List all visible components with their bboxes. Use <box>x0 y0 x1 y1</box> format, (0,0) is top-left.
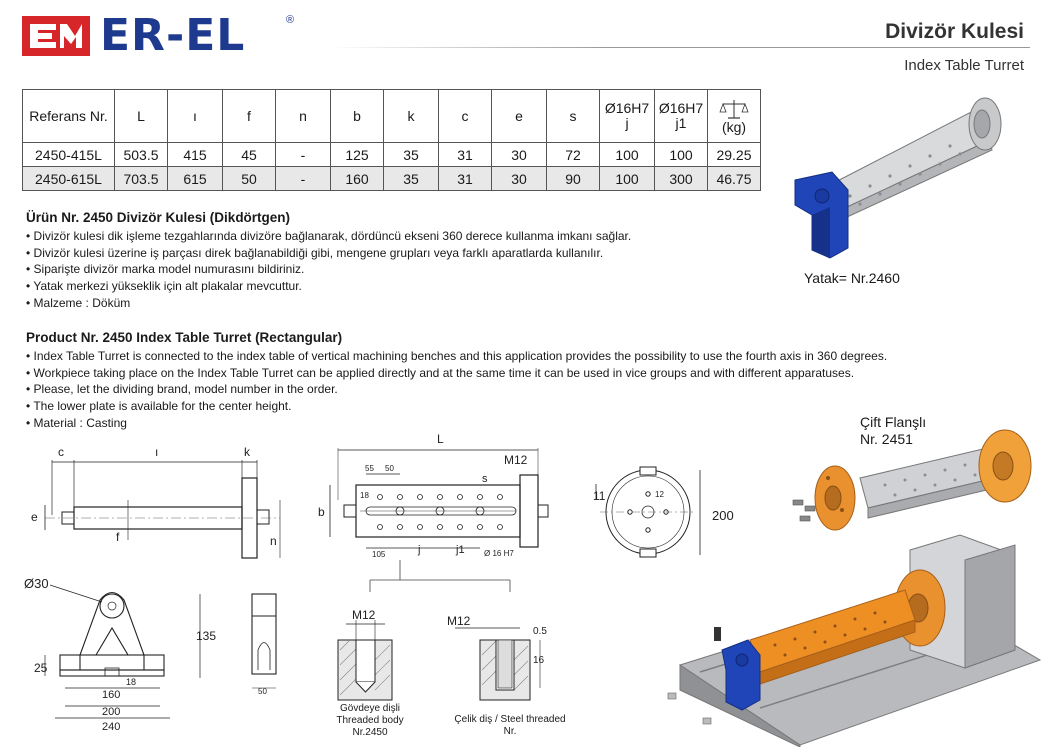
page-subtitle: Index Table Turret <box>904 57 1024 74</box>
flange-circle-drawing <box>596 467 700 557</box>
steel-caption-1: Çelik diş / Steel threaded <box>454 714 566 725</box>
col-e: e <box>492 90 547 143</box>
dim-18b: 18 <box>126 677 137 687</box>
list-item: • Index Table Turret is connected to the index table of vertical machining benches and this application provides the possibility to use the fourth axis in 360 degrees. <box>26 348 887 365</box>
cell: 2450-415L <box>23 143 115 167</box>
dim-m12-b: M12 <box>447 614 471 628</box>
list-item: • Malzeme : Döküm <box>26 295 631 312</box>
cell: 100 <box>655 143 708 167</box>
cell: 503.5 <box>115 143 168 167</box>
col-c: c <box>439 90 492 143</box>
threaded-caption-3: Nr.2450 <box>352 727 388 738</box>
dim-18: 18 <box>360 491 369 500</box>
cell: 415 <box>168 143 223 167</box>
list-item: • The lower plate is available for the center height. <box>26 398 887 415</box>
col-f: f <box>223 90 276 143</box>
list-item: • Yatak merkezi yükseklik için alt plakalar mevcuttur. <box>26 278 631 295</box>
dim-b: b <box>318 505 325 519</box>
dim-200b: 200 <box>102 706 121 718</box>
list-item: • Workpiece taking place on the Index Table Turret can be applied directly and at the same time it can be used in vice groups and with different apparatuses. <box>26 365 887 382</box>
dim-j1: j1 <box>456 544 465 556</box>
section-tr-heading: Ürün Nr. 2450 Divizör Kulesi (Dikdörtgen) <box>26 210 291 225</box>
registered-mark: ® <box>286 14 295 26</box>
cell: 703.5 <box>115 167 168 191</box>
cell: 31 <box>439 143 492 167</box>
col-n: n <box>276 90 331 143</box>
list-item: • Divizör kulesi dik işleme tezgahlarında divizöre bağlanarak, dördüncü ekseni 360 derece kullanma imkanı sağlar. <box>26 228 631 245</box>
cell: 29.25 <box>708 143 761 167</box>
dim-l: ı <box>155 445 159 459</box>
dim-n: n <box>270 534 277 548</box>
threaded-caption-1: Gövdeye dişli <box>339 703 401 714</box>
dim-16: 16 <box>533 655 545 666</box>
dim-d30: Ø30 <box>24 576 49 591</box>
dim-m12-a: M12 <box>352 608 376 622</box>
bearing-front-drawing <box>45 585 200 718</box>
threaded-caption-2: Threaded body <box>336 715 404 726</box>
col-L: L <box>115 90 168 143</box>
cift-caption-1: Çift Flanşlı <box>860 414 927 430</box>
col-j: Ø16H7 j <box>600 90 655 143</box>
threaded-body-section <box>338 620 392 700</box>
dim-12: 12 <box>655 490 664 499</box>
dim-M12-top: M12 <box>504 453 528 467</box>
dim-e: e <box>31 510 38 524</box>
cell: 45 <box>223 143 276 167</box>
dim-240: 240 <box>102 721 121 733</box>
cell: 31 <box>439 167 492 191</box>
cell: 50 <box>223 167 276 191</box>
dim-16h7: Ø 16 H7 <box>484 549 514 558</box>
list-item: • Please, let the dividing brand, model number in the order. <box>26 381 887 398</box>
brand-name: ER-EL <box>100 10 246 61</box>
weight-unit: (kg) <box>721 118 747 135</box>
double-flange-render <box>793 430 1031 530</box>
top-view-drawing <box>330 448 548 592</box>
dim-160: 160 <box>102 689 121 701</box>
cell: 300 <box>655 167 708 191</box>
yatak-caption: Yatak= Nr.2460 <box>804 270 900 286</box>
list-item: • Material : Casting <box>26 415 887 432</box>
dim-50: 50 <box>385 464 394 473</box>
dim-f: f <box>116 530 120 544</box>
cell: 46.75 <box>708 167 761 191</box>
steel-threaded-section <box>455 628 540 700</box>
list-item: • Siparişte divizör marka model numurasını bildiriniz. <box>26 261 631 278</box>
cell: 100 <box>600 167 655 191</box>
cift-caption-2: Nr. 2451 <box>860 431 913 447</box>
col-j1: Ø16H7 j1 <box>655 90 708 143</box>
cell: 615 <box>168 167 223 191</box>
cell: 72 <box>547 143 600 167</box>
cell: - <box>276 143 331 167</box>
dim-j: j <box>418 544 421 556</box>
dim-105: 105 <box>372 550 386 559</box>
cell: 2450-615L <box>23 167 115 191</box>
list-item: • Divizör kulesi üzerine iş parçası direk bağlanabildiği gibi, mengene grupları veya farklı aparatlarda kullanılır. <box>26 245 631 262</box>
cell: 35 <box>384 143 439 167</box>
cell: 90 <box>547 167 600 191</box>
dim-50b: 50 <box>258 687 267 696</box>
dim-05: 0.5 <box>533 626 547 637</box>
cell: 100 <box>600 143 655 167</box>
dim-25: 25 <box>34 661 48 675</box>
dim-200: 200 <box>712 508 734 523</box>
col-l: ı <box>168 90 223 143</box>
cell: 160 <box>331 167 384 191</box>
dim-s: s <box>482 473 488 485</box>
cell: - <box>276 167 331 191</box>
dim-L: L <box>437 432 444 446</box>
steel-caption-2: Nr. <box>503 726 517 737</box>
col-b: b <box>331 90 384 143</box>
col-k: k <box>384 90 439 143</box>
cell: 35 <box>384 167 439 191</box>
machine-setup-render <box>668 535 1040 747</box>
bearing-side-drawing <box>252 594 276 688</box>
col-s: s <box>547 90 600 143</box>
cell: 30 <box>492 167 547 191</box>
page-title: Divizör Kulesi <box>885 20 1024 43</box>
dim-135: 135 <box>196 629 217 643</box>
side-view-drawing <box>45 460 280 558</box>
dim-55: 55 <box>365 464 374 473</box>
section-en-heading: Product Nr. 2450 Index Table Turret (Rectangular) <box>26 330 343 345</box>
turret-render-top <box>795 98 1001 258</box>
dim-11: 11 <box>593 489 606 503</box>
dim-c: c <box>58 445 64 459</box>
dim-k: k <box>244 445 250 459</box>
col-ref: Referans Nr. <box>23 90 115 143</box>
cell: 125 <box>331 143 384 167</box>
cell: 30 <box>492 143 547 167</box>
